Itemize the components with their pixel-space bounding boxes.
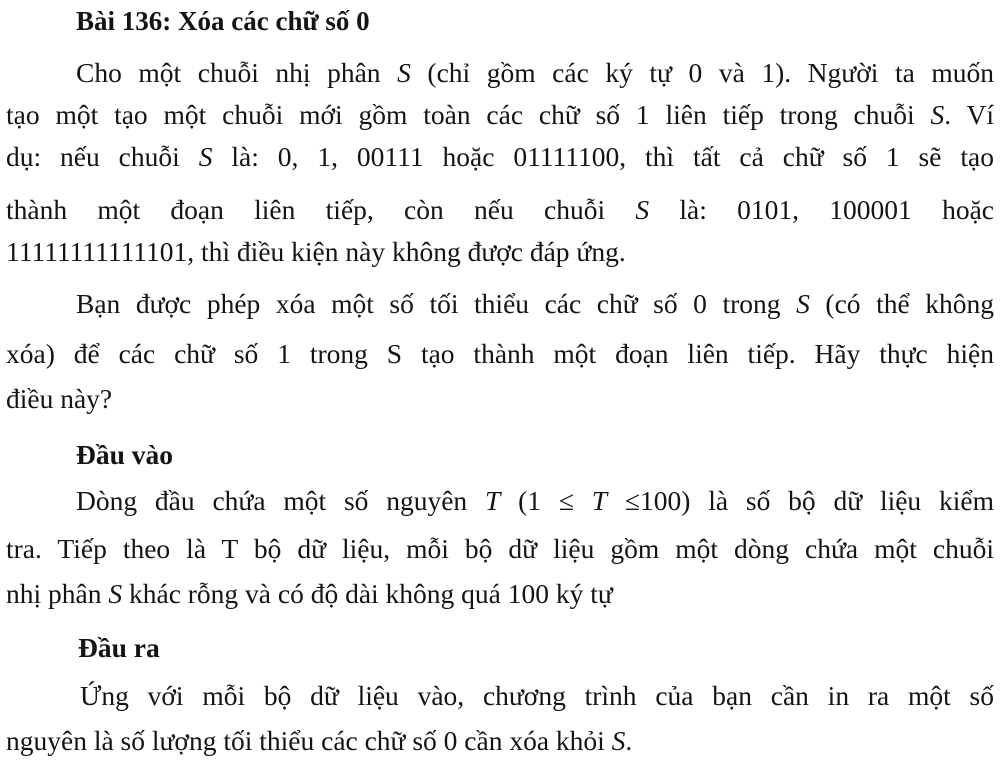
text-fragment: (có thể không [809, 288, 994, 319]
problem-title: Bài 136: Xóa các chữ số 0 [76, 6, 370, 36]
text-fragment: là: 0, 1, 00111 hoặc 01111100, thì tất cả chữ số 1 sẽ tạo [212, 141, 994, 172]
variable-s: S [796, 288, 810, 319]
variable-t: T [591, 485, 608, 516]
output-line: Ứng với mỗi bộ dữ liệu vào, chương trình của bạn cần in ra một số [80, 680, 994, 711]
input-heading: Đầu vào [76, 439, 174, 470]
text-fragment: (chỉ gồm các ký tự 0 và 1). Người ta muốn [410, 57, 994, 88]
description-line [76, 290, 994, 318]
variable-s: S [611, 725, 626, 756]
input-line: tra. Tiếp theo là T bộ dữ liệu, mỗi bộ dữ liệu gồm một dòng chứa một chuỗi [6, 533, 994, 564]
text-fragment: . [625, 725, 633, 756]
text-fragment: tạo một tạo một chuỗi mới gồm toàn các chữ số 1 liên tiếp trong chuỗi [6, 99, 931, 130]
text-fragment: nhị phân [6, 578, 109, 609]
description-line [76, 59, 994, 87]
description-line [6, 196, 994, 224]
variable-s: S [397, 57, 411, 88]
input-line [76, 487, 994, 515]
output-heading: Đầu ra [78, 632, 160, 663]
text-fragment: là: 0101, 100001 hoặc [649, 194, 994, 225]
variable-s: S [198, 141, 213, 172]
variable-s: S [930, 99, 945, 130]
description-line [6, 101, 994, 129]
output-line [6, 727, 994, 755]
description-line: điều này? [6, 383, 113, 414]
variable-s: S [108, 578, 123, 609]
description-line [6, 143, 994, 171]
text-fragment: khác rỗng và có độ dài không quá 100 ký tự [122, 578, 613, 609]
variable-s: S [635, 194, 650, 225]
text-fragment: . Ví [944, 99, 994, 130]
text-fragment: ≤100) là số bộ dữ liệu kiểm [607, 485, 994, 516]
variable-t: T [485, 485, 501, 516]
description-line: xóa) để các chữ số 1 trong S tạo thành một đoạn liên tiếp. Hãy thực hiện [6, 338, 994, 369]
text-fragment: nguyên là số lượng tối thiểu các chữ số 0 cần xóa khỏi [6, 725, 612, 756]
text-fragment: dụ: nếu chuỗi [6, 141, 199, 172]
description-line: 11111111111101, thì điều kiện này không được đáp ứng. [6, 236, 626, 267]
text-fragment: Bạn được phép xóa một số tối thiểu các chữ số 0 trong [76, 288, 797, 319]
text-fragment: (1 ≤ [500, 485, 592, 516]
text-fragment: Cho một chuỗi nhị phân [76, 57, 398, 88]
text-fragment: thành một đoạn liên tiếp, còn nếu chuỗi [6, 194, 636, 225]
input-line [6, 580, 994, 608]
text-fragment: Dòng đầu chứa một số nguyên [76, 485, 485, 516]
